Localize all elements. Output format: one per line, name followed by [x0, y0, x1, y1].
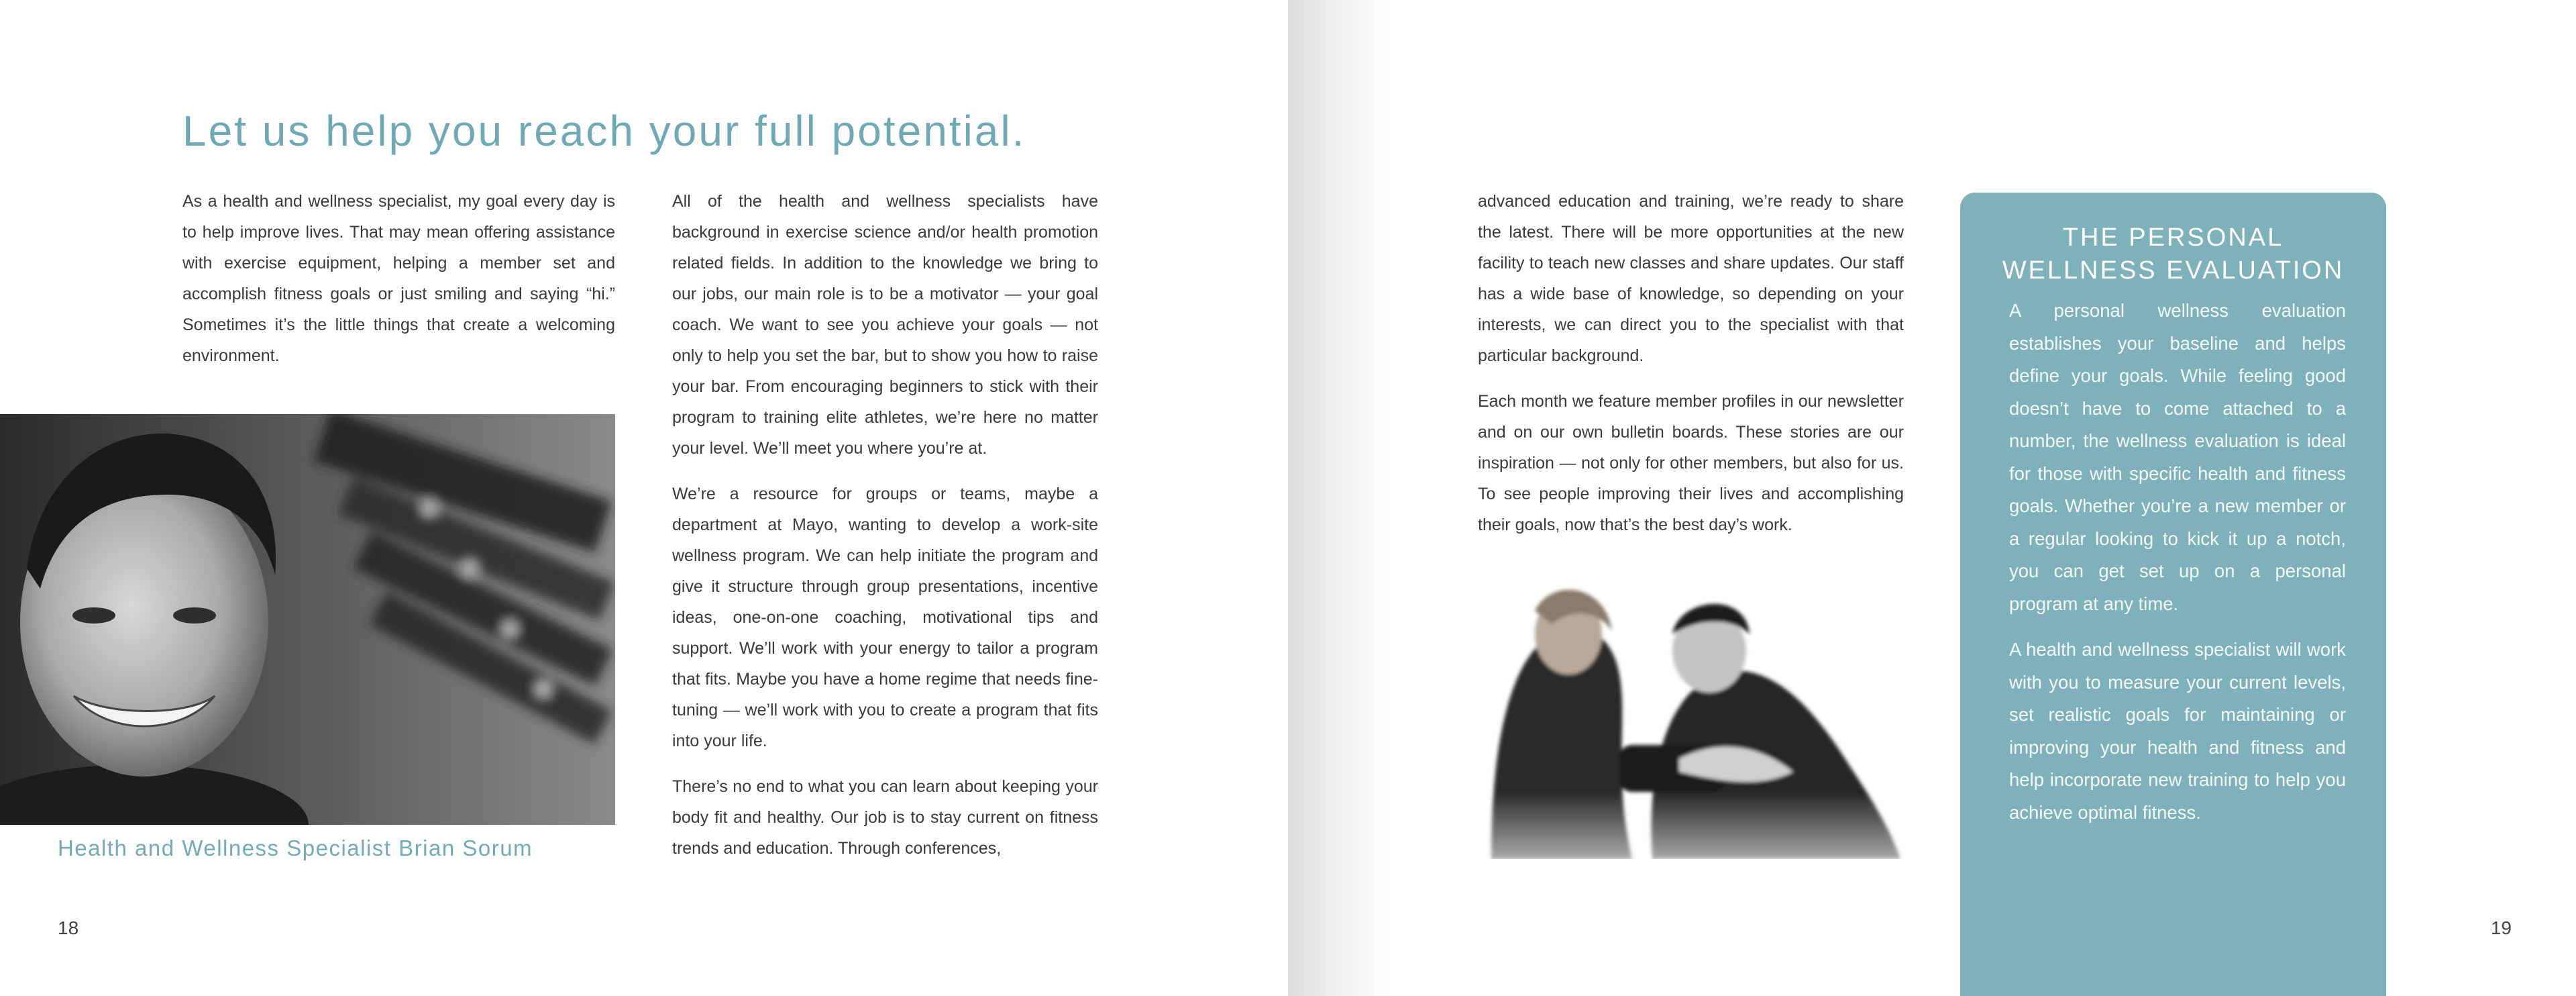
page-number-left: 18	[58, 917, 79, 938]
sidebar-title-line: THE PERSONAL	[2062, 223, 2284, 252]
column-2-paragraph: There’s no end to what you can learn about keeping your body fit and healthy. Our job is to stay current on fitness trends and education. Through conferences,	[672, 777, 1098, 858]
sidebar-title-line: WELLNESS EVALUATION	[2002, 256, 2345, 285]
sidebar-paragraph: A health and wellness specialist will work with you to measure your current levels, set realistic goals for maintaining or improving your health and fitness and help incorporate new training to help you achieve optimal fitness.	[2009, 639, 2346, 823]
photo-caption: Health and Wellness Specialist Brian Sorum	[58, 836, 533, 860]
text-column-1	[182, 186, 615, 386]
sidebar-body	[2009, 295, 2346, 842]
wellness-evaluation-sidebar	[1960, 193, 2386, 996]
specialist-portrait-photo	[0, 414, 615, 825]
evaluation-photo	[1478, 570, 1914, 859]
sidebar-paragraph: A personal wellness evaluation establishes your baseline and helps define your goals. While feeling good doesn’t have to come attached to a number, the wellness evaluation is ideal for those with specific health and fitness goals. Whether you’re a new member or a regular looking to kick it up a notch, you can get set up on a personal program at any time.	[2009, 300, 2346, 614]
column-2-paragraph: We’re a resource for groups or teams, maybe a department at Mayo, wanting to develop a work-site wellness program. We can help initiate the program and give it structure through group presentations, incentive ideas, one-on-one coaching, motivational tips and support. We’ll work with your energy to tailor a program that fits. Maybe you have a home regime that needs fine-tuning — we’ll work with you to create a program that fits into your life.	[672, 485, 1098, 750]
column-3-paragraph: advanced education and training, we’re ready to share the latest. There will be more opportunities at the new facility to teach new classes and share updates. Our staff has a wide base of knowledge, so depending on your interests, we can direct you to the specialist with that particular background.	[1478, 192, 1904, 365]
page-headline: Let us help you reach your full potential.	[182, 107, 1026, 155]
page-number-right: 19	[2490, 917, 2512, 938]
column-2-paragraph: All of the health and wellness specialists have background in exercise science and/or health promotion related fields. In addition to the knowledge we bring to our jobs, our main role is to be a motivator — your goal coach. We want to see you achieve your goals — not only to help you set the bar, but to show you how to raise your bar. From encouraging beginners to stick with their program to training elite athletes, we’re here no matter your level. We’ll meet you where you’re at.	[672, 192, 1098, 458]
text-column-2	[672, 186, 1098, 879]
column-1-paragraph: As a health and wellness specialist, my goal every day is to help improve lives. That may mean offering assistance with exercise equipment, helping a member set and accomplish fitness goals or just smiling and saying “hi.” Sometimes it’s the little things that create a welcoming environment.	[182, 192, 615, 365]
column-3-paragraph: Each month we feature member profiles in our newsletter and on our own bulletin boards. These stories are our inspiration — not only for other members, but also for us. To see people improving their lives and accomplishing their goals, now that’s the best day’s work.	[1478, 392, 1904, 534]
text-column-3	[1478, 186, 1904, 555]
sidebar-title	[1960, 221, 2386, 287]
